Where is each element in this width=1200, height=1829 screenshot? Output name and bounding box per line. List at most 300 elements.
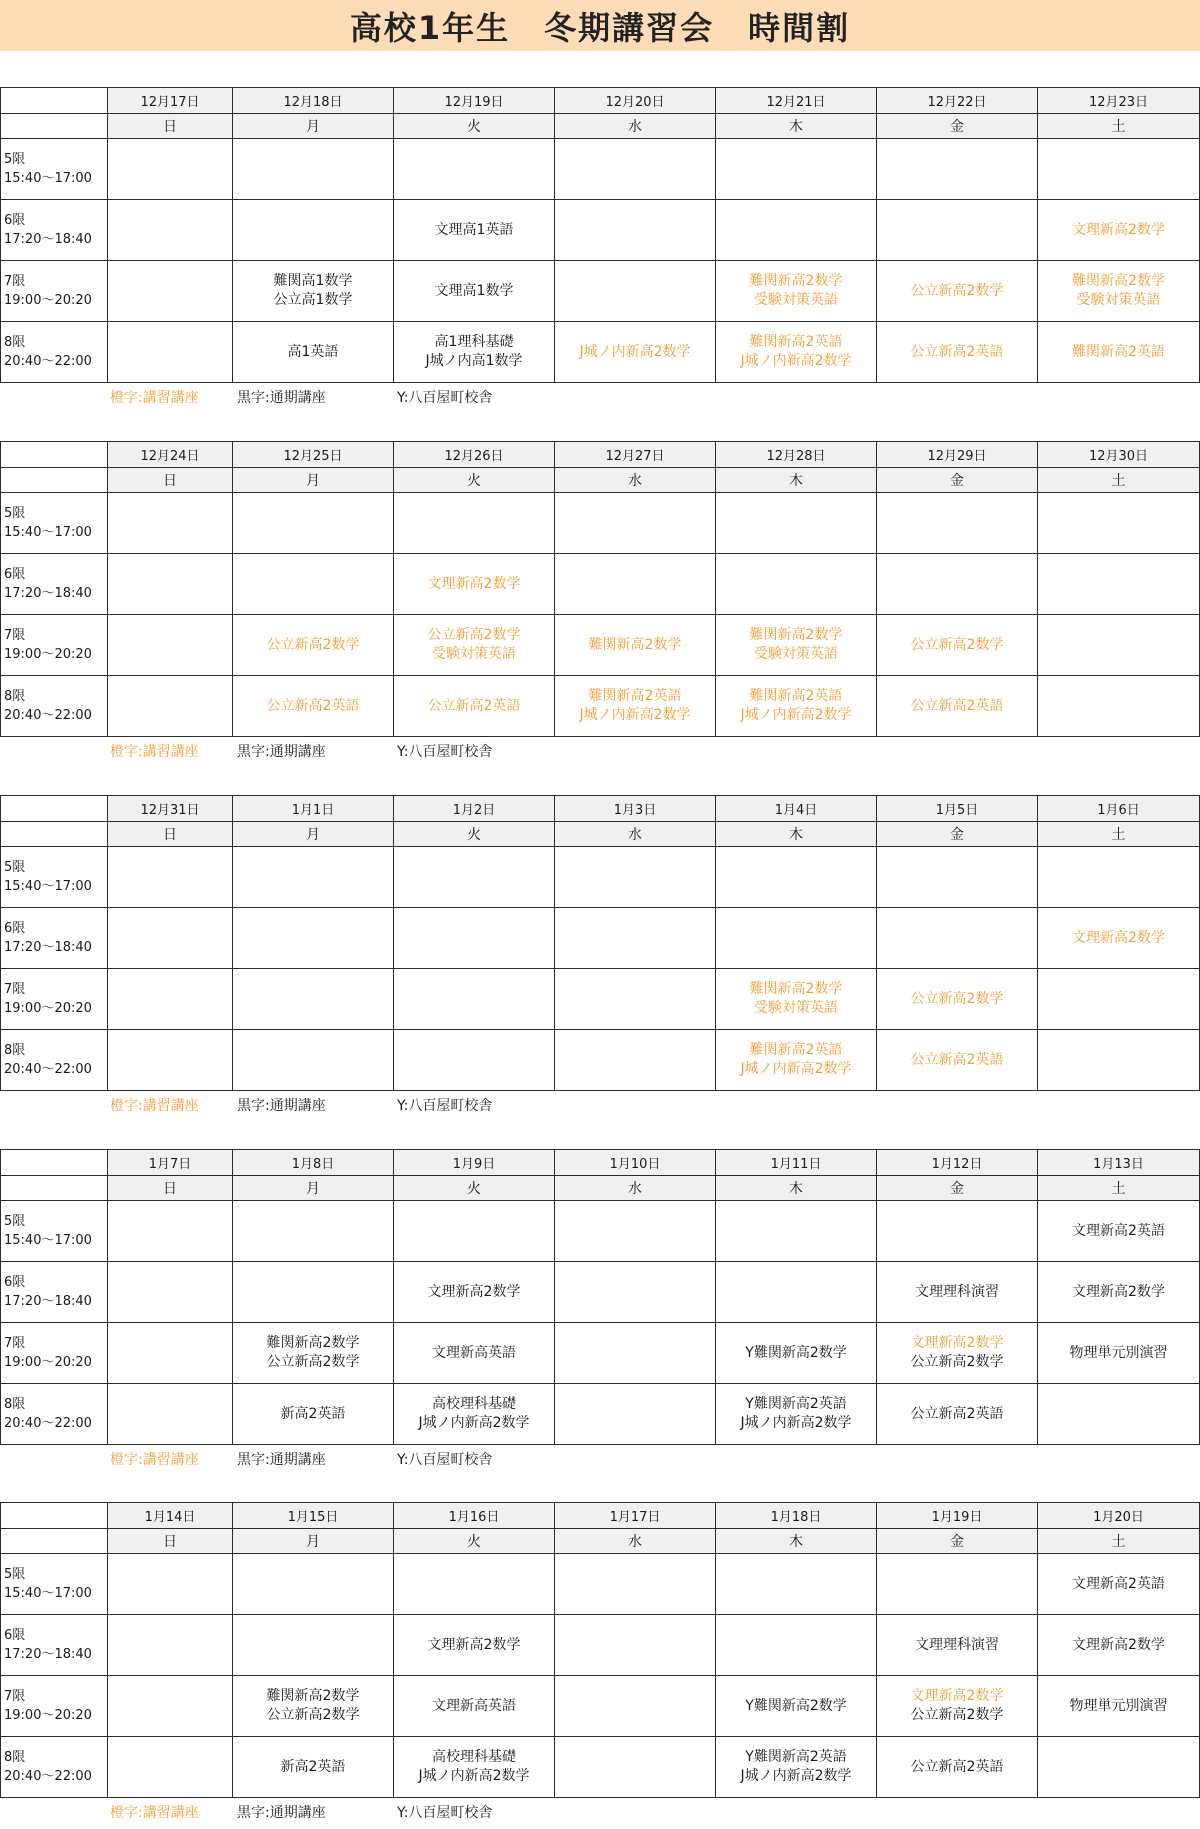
schedule-cell (877, 847, 1038, 908)
period-label (1, 847, 108, 908)
date-header: 12月27日 (555, 442, 716, 468)
timetable (0, 441, 1200, 737)
schedule-cell (233, 1030, 394, 1091)
schedule-cell (877, 200, 1038, 261)
course-name: 高1理科基礎 (434, 334, 514, 350)
period-label (1, 554, 108, 615)
period-time: 20:40～22:00 (4, 708, 92, 723)
period-row (1, 1737, 1200, 1798)
schedule-cell (1038, 493, 1200, 554)
period-time: 17:20～18:40 (4, 232, 92, 247)
weekday-row (1, 1529, 1200, 1554)
schedule-cell (233, 1615, 394, 1676)
course-name: 難関新高2英語 (749, 1042, 843, 1058)
course-name: 文理新高2数学 (910, 1688, 1004, 1704)
schedule-cell (877, 1030, 1038, 1091)
period-name: 7限 (4, 1689, 26, 1704)
course-name: 公立新高2数学 (427, 627, 521, 643)
legend-campus: Y:八百屋町校舎 (397, 1452, 493, 1468)
course-name: 文理新高2数学 (910, 1335, 1004, 1351)
course-name: J城ノ内新高2数学 (579, 343, 691, 360)
weekday-header: 日 (108, 1176, 233, 1201)
schedule-cell (1038, 908, 1200, 969)
schedule-cell (716, 322, 877, 383)
schedule-cell (877, 1615, 1038, 1676)
schedule-cell (233, 139, 394, 200)
weekday-header: 月 (233, 822, 394, 847)
course-name: 文理新高2数学 (427, 575, 521, 592)
period-label (1, 1615, 108, 1676)
period-row (1, 1201, 1200, 1262)
period-name: 7限 (4, 982, 26, 997)
period-label (1, 908, 108, 969)
course-name: 難関新高2英語 (749, 334, 843, 350)
period-name: 8限 (4, 1750, 26, 1765)
period-label (1, 969, 108, 1030)
period-row (1, 1262, 1200, 1323)
schedule-cell (877, 1201, 1038, 1262)
schedule-cell (877, 969, 1038, 1030)
schedule-cell (233, 1737, 394, 1798)
schedule-cell (877, 908, 1038, 969)
course-name: 公立新高2数学 (266, 1354, 360, 1370)
course-name: 難関新高2数学 (749, 273, 843, 289)
schedule-cell (1038, 1615, 1200, 1676)
schedule-cell (394, 1262, 555, 1323)
schedule-cell (108, 847, 233, 908)
period-name: 8限 (4, 689, 26, 704)
schedule-cell (1038, 1323, 1200, 1384)
schedule-cell (1038, 1201, 1200, 1262)
course-name: 文理理科演習 (915, 1283, 999, 1300)
course-name: 文理新高2英語 (1072, 1222, 1165, 1239)
course-name: 高校理科基礎 (432, 1396, 516, 1412)
week-block (0, 441, 1200, 763)
schedule-cell (394, 493, 555, 554)
course-name: 公立新高2英語 (910, 1758, 1004, 1775)
course-name: 受験対策英語 (1076, 292, 1161, 308)
schedule-cell (716, 1737, 877, 1798)
date-header: 12月18日 (233, 88, 394, 114)
schedule-cell (877, 1323, 1038, 1384)
legend-campus: Y:八百屋町校舎 (397, 1098, 493, 1114)
timetable (0, 795, 1200, 1091)
weekday-row (1, 822, 1200, 847)
weekday-header: 木 (716, 1529, 877, 1554)
date-header: 12月17日 (108, 88, 233, 114)
schedule-cell (108, 261, 233, 322)
weekday-header: 土 (1038, 822, 1200, 847)
corner-cell (1, 796, 108, 822)
period-name: 5限 (4, 1214, 26, 1229)
schedule-cell (108, 1030, 233, 1091)
weekday-header: 土 (1038, 1176, 1200, 1201)
course-name: Y難関新高2英語 (745, 1749, 847, 1765)
legend-black: 黒字:通期講座 (237, 1452, 326, 1468)
schedule-cell (877, 615, 1038, 676)
period-name: 5限 (4, 1567, 26, 1582)
period-label (1, 322, 108, 383)
period-row (1, 908, 1200, 969)
period-row (1, 676, 1200, 737)
date-header: 1月8日 (233, 1150, 394, 1176)
course-name: 文理新高2数学 (427, 1283, 521, 1300)
schedule-cell (716, 1384, 877, 1445)
schedule-cell (555, 1323, 716, 1384)
schedule-cell (1038, 139, 1200, 200)
course-name: 難関新高2数学 (1072, 273, 1165, 289)
period-time: 19:00～20:20 (4, 1001, 92, 1016)
period-name: 7限 (4, 1336, 26, 1351)
schedule-cell (877, 139, 1038, 200)
period-label (1, 1737, 108, 1798)
date-header: 1月18日 (716, 1503, 877, 1529)
date-header: 1月1日 (233, 796, 394, 822)
legend-orange: 橙字:講習講座 (110, 1452, 199, 1468)
course-name: 難関新高2英語 (749, 688, 843, 704)
schedule-cell (877, 261, 1038, 322)
corner-cell (1, 114, 108, 139)
weekday-header: 土 (1038, 1529, 1200, 1554)
weekday-header: 水 (555, 1176, 716, 1201)
period-row (1, 1384, 1200, 1445)
week-block (0, 87, 1200, 409)
legend-orange: 橙字:講習講座 (110, 1805, 199, 1821)
course-name: 難関新高2数学 (266, 1335, 360, 1351)
schedule-cell (1038, 261, 1200, 322)
period-name: 6限 (4, 1628, 26, 1643)
schedule-cell (555, 493, 716, 554)
date-row (1, 442, 1200, 468)
course-name: 難関新高2英語 (1072, 343, 1165, 360)
schedule-cell (108, 1615, 233, 1676)
date-header: 1月20日 (1038, 1503, 1200, 1529)
schedule-cell (555, 1615, 716, 1676)
schedule-cell (233, 1323, 394, 1384)
schedule-cell (877, 1262, 1038, 1323)
schedule-cell (394, 847, 555, 908)
course-name: J城ノ内新高2数学 (418, 1768, 530, 1784)
period-name: 8限 (4, 335, 26, 350)
course-name: 公立高1数学 (273, 292, 353, 308)
weekday-header: 金 (877, 822, 1038, 847)
course-name: 文理新高英語 (432, 1697, 516, 1714)
legend-black: 黒字:通期講座 (237, 744, 326, 760)
date-header: 1月19日 (877, 1503, 1038, 1529)
schedule-cell (716, 1554, 877, 1615)
weekday-header: 金 (877, 1176, 1038, 1201)
period-time: 20:40～22:00 (4, 354, 92, 369)
period-row (1, 1615, 1200, 1676)
period-name: 8限 (4, 1397, 26, 1412)
schedule-cell (233, 847, 394, 908)
course-name: 難関高1数学 (273, 273, 353, 289)
period-time: 19:00～20:20 (4, 293, 92, 308)
weekday-header: 木 (716, 1176, 877, 1201)
period-row (1, 139, 1200, 200)
schedule-cell (1038, 969, 1200, 1030)
course-name: 文理新高2英語 (1072, 1575, 1165, 1592)
date-row (1, 88, 1200, 114)
page-title: 高校1年生 冬期講習会 時間割 (349, 8, 851, 47)
schedule-cell (394, 969, 555, 1030)
course-name: J城ノ内新高2数学 (740, 1061, 852, 1077)
corner-cell (1, 1150, 108, 1176)
legend (0, 737, 1200, 763)
period-time: 15:40～17:00 (4, 879, 92, 894)
period-row (1, 1554, 1200, 1615)
weekday-header: 土 (1038, 468, 1200, 493)
schedule-cell (716, 1615, 877, 1676)
schedule-cell (555, 1030, 716, 1091)
period-time: 17:20～18:40 (4, 1294, 92, 1309)
date-header: 1月2日 (394, 796, 555, 822)
course-name: 文理新高2数学 (427, 1636, 521, 1653)
date-header: 12月31日 (108, 796, 233, 822)
course-name: 新高2英語 (280, 1758, 346, 1775)
schedule-cell (1038, 1554, 1200, 1615)
course-name: 公立新高2数学 (910, 282, 1004, 299)
corner-cell (1, 1503, 108, 1529)
course-name: 文理新高2数学 (1072, 1283, 1165, 1300)
course-name: Y難関新高2英語 (745, 1396, 847, 1412)
course-name: Y難関新高2数学 (745, 1344, 847, 1361)
course-name: 公立新高2英語 (910, 343, 1004, 360)
course-name: 難関新高2数学 (749, 981, 843, 997)
period-row (1, 615, 1200, 676)
date-header: 12月21日 (716, 88, 877, 114)
schedule-cell (108, 676, 233, 737)
date-row (1, 796, 1200, 822)
schedule-cell (394, 1323, 555, 1384)
period-label (1, 1554, 108, 1615)
weekday-header: 火 (394, 822, 555, 847)
period-time: 19:00～20:20 (4, 647, 92, 662)
corner-cell (1, 442, 108, 468)
legend-black: 黒字:通期講座 (237, 390, 326, 406)
schedule-cell (1038, 1737, 1200, 1798)
legend (0, 383, 1200, 409)
schedule-cell (1038, 1384, 1200, 1445)
period-time: 15:40～17:00 (4, 1233, 92, 1248)
period-name: 5限 (4, 860, 26, 875)
date-header: 12月24日 (108, 442, 233, 468)
schedule-cell (716, 1030, 877, 1091)
weekday-header: 金 (877, 1529, 1038, 1554)
date-header: 1月14日 (108, 1503, 233, 1529)
period-row (1, 1676, 1200, 1737)
period-time: 17:20～18:40 (4, 1647, 92, 1662)
schedule-cell (1038, 615, 1200, 676)
schedule-cell (108, 908, 233, 969)
schedule-cell (233, 261, 394, 322)
date-header: 1月12日 (877, 1150, 1038, 1176)
schedule-cell (108, 1676, 233, 1737)
timetable (0, 1149, 1200, 1445)
period-time: 19:00～20:20 (4, 1355, 92, 1370)
schedule-cell (555, 322, 716, 383)
schedule-cell (877, 493, 1038, 554)
date-header: 1月6日 (1038, 796, 1200, 822)
course-name: 公立新高2数学 (910, 1707, 1004, 1723)
schedule-cell (394, 1030, 555, 1091)
schedule-cell (108, 1201, 233, 1262)
schedule-cell (233, 908, 394, 969)
schedule-cell (555, 261, 716, 322)
schedule-cell (233, 1262, 394, 1323)
course-name: J城ノ内新高2数学 (418, 1415, 530, 1431)
weekday-header: 月 (233, 114, 394, 139)
course-name: 受験対策英語 (754, 1000, 838, 1016)
course-name: 難関新高2数学 (749, 627, 843, 643)
schedule-cell (555, 1201, 716, 1262)
weekday-row (1, 468, 1200, 493)
schedule-cell (394, 1554, 555, 1615)
period-label (1, 615, 108, 676)
date-header: 12月25日 (233, 442, 394, 468)
schedule-cell (716, 969, 877, 1030)
schedule-cell (394, 1384, 555, 1445)
weekday-header: 日 (108, 1529, 233, 1554)
period-label (1, 1201, 108, 1262)
schedule-cell (233, 200, 394, 261)
schedule-cell (716, 847, 877, 908)
period-label (1, 1030, 108, 1091)
course-name: J城ノ内新高2数学 (740, 353, 852, 369)
schedule-cell (108, 554, 233, 615)
weekday-header: 月 (233, 1529, 394, 1554)
weekday-header: 火 (394, 468, 555, 493)
corner-cell (1, 88, 108, 114)
schedule-cell (877, 1554, 1038, 1615)
date-header: 12月20日 (555, 88, 716, 114)
schedule-cell (394, 1615, 555, 1676)
course-name: 文理高1英語 (434, 221, 514, 238)
period-time: 17:20～18:40 (4, 940, 92, 955)
weekday-header: 水 (555, 114, 716, 139)
course-name: 難関新高2英語 (588, 688, 682, 704)
course-name: 難関新高2数学 (588, 636, 682, 653)
course-name: 新高2英語 (280, 1405, 346, 1422)
course-name: 文理新高英語 (432, 1344, 516, 1361)
legend (0, 1445, 1200, 1471)
schedule-cell (716, 1323, 877, 1384)
period-time: 15:40～17:00 (4, 171, 92, 186)
period-row (1, 493, 1200, 554)
weekday-header: 木 (716, 114, 877, 139)
period-label (1, 1262, 108, 1323)
period-row (1, 322, 1200, 383)
schedule-cell (233, 969, 394, 1030)
course-name: 公立新高2数学 (266, 636, 360, 653)
schedule-cell (394, 554, 555, 615)
schedule-cell (108, 139, 233, 200)
schedule-cell (394, 200, 555, 261)
period-time: 17:20～18:40 (4, 586, 92, 601)
schedule-cell (716, 1201, 877, 1262)
course-name: 公立新高2数学 (910, 636, 1004, 653)
period-row (1, 200, 1200, 261)
schedule-cell (108, 1554, 233, 1615)
schedule-cell (108, 969, 233, 1030)
period-name: 6限 (4, 213, 26, 228)
date-header: 1月9日 (394, 1150, 555, 1176)
date-header: 12月28日 (716, 442, 877, 468)
schedule-cell (108, 615, 233, 676)
schedule-cell (394, 322, 555, 383)
period-time: 20:40～22:00 (4, 1416, 92, 1431)
date-header: 1月15日 (233, 1503, 394, 1529)
course-name: 文理理科演習 (915, 1636, 999, 1653)
weekday-header: 金 (877, 114, 1038, 139)
course-name: 受験対策英語 (754, 646, 838, 662)
course-name: 文理新高2数学 (1072, 1636, 1165, 1653)
schedule-cell (716, 554, 877, 615)
period-time: 20:40～22:00 (4, 1062, 92, 1077)
period-name: 7限 (4, 274, 26, 289)
period-label (1, 1676, 108, 1737)
course-name: 物理単元別演習 (1069, 1344, 1168, 1361)
schedule-cell (233, 615, 394, 676)
legend-black: 黒字:通期講座 (237, 1805, 326, 1821)
schedule-cell (877, 1737, 1038, 1798)
weekday-header: 火 (394, 1176, 555, 1201)
schedule-cell (716, 1676, 877, 1737)
legend-campus: Y:八百屋町校舎 (397, 1805, 493, 1821)
schedule-cell (394, 908, 555, 969)
schedule-cell (108, 1737, 233, 1798)
course-name: 高1英語 (287, 343, 339, 360)
schedule-cell (716, 615, 877, 676)
period-row (1, 1030, 1200, 1091)
period-time: 15:40～17:00 (4, 525, 92, 540)
course-name: 公立新高2数学 (910, 990, 1004, 1007)
date-header: 12月22日 (877, 88, 1038, 114)
weekday-header: 木 (716, 822, 877, 847)
period-name: 6限 (4, 567, 26, 582)
weekday-header: 木 (716, 468, 877, 493)
period-label (1, 493, 108, 554)
schedule-cell (233, 322, 394, 383)
period-row (1, 261, 1200, 322)
weekday-header: 金 (877, 468, 1038, 493)
course-name: 難関新高2数学 (266, 1688, 360, 1704)
schedule-cell (233, 1201, 394, 1262)
weekday-header: 月 (233, 468, 394, 493)
date-row (1, 1150, 1200, 1176)
schedule-cell (555, 1262, 716, 1323)
schedule-cell (555, 1676, 716, 1737)
date-header: 1月17日 (555, 1503, 716, 1529)
schedule-cell (394, 1201, 555, 1262)
schedule-cell (233, 554, 394, 615)
date-header: 1月5日 (877, 796, 1038, 822)
period-label (1, 676, 108, 737)
course-name: 物理単元別演習 (1069, 1697, 1168, 1714)
period-name: 5限 (4, 506, 26, 521)
legend (0, 1091, 1200, 1117)
schedule-cell (1038, 322, 1200, 383)
period-label (1, 1323, 108, 1384)
timetable (0, 1502, 1200, 1798)
course-name: J城ノ内新高2数学 (579, 707, 691, 723)
period-name: 7限 (4, 628, 26, 643)
schedule-cell (716, 676, 877, 737)
course-name: J城ノ内新高2数学 (740, 707, 852, 723)
weekday-header: 月 (233, 1176, 394, 1201)
period-name: 5限 (4, 152, 26, 167)
schedule-cell (1038, 1676, 1200, 1737)
